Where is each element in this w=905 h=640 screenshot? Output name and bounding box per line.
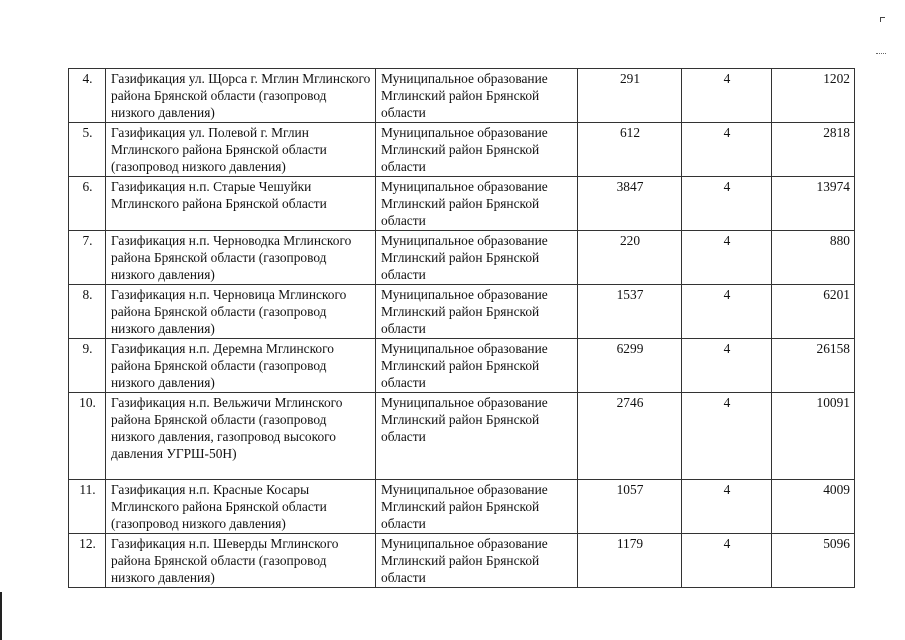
object-name: Газификация н.п. Красные Косары Мглинского района Брянской области (газопровод низкого давления) [106, 480, 376, 534]
value-2: 4 [682, 231, 772, 285]
value-1: 291 [578, 69, 682, 123]
row-number: 4. [69, 69, 106, 123]
value-3: 880 [772, 231, 855, 285]
value-1: 2746 [578, 393, 682, 480]
object-name: Газификация н.п. Вельжичи Мглинского района Брянской области (газопровод низкого давления, газопровод высокого давления УГРШ-50Н) [106, 393, 376, 480]
value-2: 4 [682, 339, 772, 393]
owner-name: Муниципальное образование Мглинский район Брянской области [376, 231, 578, 285]
value-2: 4 [682, 534, 772, 588]
owner-name: Муниципальное образование Мглинский район Брянской области [376, 285, 578, 339]
table-row [69, 285, 855, 339]
owner-name: Муниципальное образование Мглинский район Брянской области [376, 123, 578, 177]
row-number: 11. [69, 480, 106, 534]
owner-name: Муниципальное образование Мглинский район Брянской области [376, 480, 578, 534]
value-3: 13974 [772, 177, 855, 231]
value-1: 1537 [578, 285, 682, 339]
value-1: 1057 [578, 480, 682, 534]
value-2: 4 [682, 123, 772, 177]
value-3: 6201 [772, 285, 855, 339]
object-name: Газификация н.п. Черновица Мглинского района Брянской области (газопровод низкого давления) [106, 285, 376, 339]
object-name: Газификация н.п. Деремна Мглинского района Брянской области (газопровод низкого давления) [106, 339, 376, 393]
value-2: 4 [682, 69, 772, 123]
owner-name: Муниципальное образование Мглинский район Брянской области [376, 393, 578, 480]
value-3: 2818 [772, 123, 855, 177]
row-number: 7. [69, 231, 106, 285]
table-row [69, 69, 855, 123]
value-2: 4 [682, 480, 772, 534]
row-number: 12. [69, 534, 106, 588]
value-1: 612 [578, 123, 682, 177]
value-2: 4 [682, 393, 772, 480]
object-name: Газификация н.п. Шеверды Мглинского района Брянской области (газопровод низкого давления) [106, 534, 376, 588]
value-3: 5096 [772, 534, 855, 588]
table-row [69, 123, 855, 177]
row-number: 8. [69, 285, 106, 339]
owner-name: Муниципальное образование Мглинский район Брянской области [376, 534, 578, 588]
owner-name: Муниципальное образование Мглинский район Брянской области [376, 177, 578, 231]
page-edge [0, 592, 2, 640]
value-2: 4 [682, 285, 772, 339]
value-3: 4009 [772, 480, 855, 534]
object-name: Газификация н.п. Старые Чешуйки Мглинского района Брянской области [106, 177, 376, 231]
scan-artifact [880, 17, 885, 22]
object-name: Газификация ул. Полевой г. Мглин Мглинского района Брянской области (газопровод низкого давления) [106, 123, 376, 177]
value-1: 1179 [578, 534, 682, 588]
table-row [69, 393, 855, 480]
row-number: 9. [69, 339, 106, 393]
value-1: 3847 [578, 177, 682, 231]
table-row [69, 534, 855, 588]
object-name: Газификация ул. Щорса г. Мглин Мглинского района Брянской области (газопровод низкого давления) [106, 69, 376, 123]
row-number: 5. [69, 123, 106, 177]
owner-name: Муниципальное образование Мглинский район Брянской области [376, 69, 578, 123]
gasification-table [68, 68, 855, 588]
row-number: 10. [69, 393, 106, 480]
row-number: 6. [69, 177, 106, 231]
value-1: 220 [578, 231, 682, 285]
table-row [69, 480, 855, 534]
value-3: 10091 [772, 393, 855, 480]
value-1: 6299 [578, 339, 682, 393]
table-row [69, 231, 855, 285]
owner-name: Муниципальное образование Мглинский район Брянской области [376, 339, 578, 393]
table-row [69, 177, 855, 231]
value-3: 1202 [772, 69, 855, 123]
value-2: 4 [682, 177, 772, 231]
value-3: 26158 [772, 339, 855, 393]
object-name: Газификация н.п. Черноводка Мглинского района Брянской области (газопровод низкого давления) [106, 231, 376, 285]
scan-artifact [876, 53, 886, 55]
table-row [69, 339, 855, 393]
